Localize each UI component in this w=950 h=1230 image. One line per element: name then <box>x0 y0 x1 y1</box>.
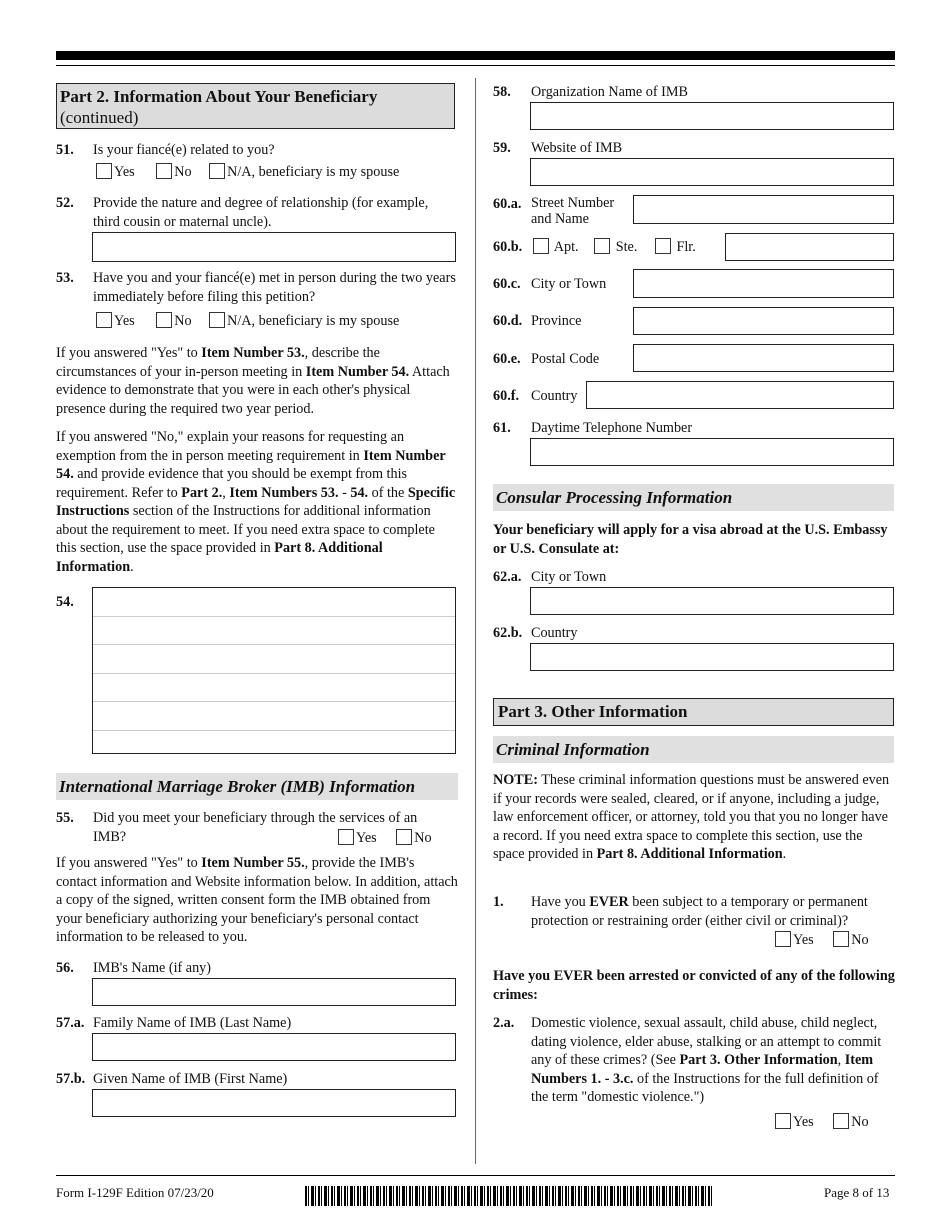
q51-no[interactable]: No <box>156 164 191 180</box>
q57b-number: 57.b. <box>56 1071 86 1087</box>
checkbox[interactable] <box>209 312 225 328</box>
column-divider <box>475 78 476 1164</box>
part2-title: Part 2. Information About Your Beneficiary <box>60 87 378 106</box>
q1-options <box>775 931 869 950</box>
q60b-number: 60.b. <box>493 239 523 255</box>
checkbox[interactable] <box>209 163 225 179</box>
imb-organization-input[interactable] <box>530 102 894 130</box>
page-number: Page 8 of 13 <box>824 1185 890 1200</box>
q60a-number: 60.a. <box>493 196 522 212</box>
q59-label: Website of IMB <box>531 140 623 156</box>
q53-yes[interactable]: Yes <box>96 313 135 329</box>
q53-text: Have you and your fiancé(e) met in person during the two years immediately before filing this petition? <box>93 270 456 305</box>
q60d-number: 60.d. <box>493 313 523 329</box>
q51-yes[interactable]: Yes <box>96 164 135 180</box>
q60f-label: Country <box>531 388 578 404</box>
q60a-label: Street Number and Name <box>531 195 615 227</box>
q62a-number: 62.a. <box>493 569 522 585</box>
checkbox[interactable] <box>655 238 671 254</box>
q52-input[interactable] <box>92 232 456 262</box>
q2a-number: 2.a. <box>493 1015 515 1031</box>
q2a-yes[interactable]: Yes <box>775 1114 814 1130</box>
form-edition: Form I-129F Edition 07/23/20 <box>56 1185 214 1200</box>
q55-text: Did you meet your beneficiary through the services of an IMB? <box>93 810 418 845</box>
consulate-country-input[interactable] <box>530 643 894 671</box>
unit-ste[interactable]: Ste. <box>594 239 637 255</box>
instruction-no-paragraph: If you answered "No," explain your reasons for requesting an exemption from the in person meeting requirement in Item Number 54. and provide evidence that you should be exempt from this requirement. Refer to Part 2., Item Numbers 53. - 54. of the Specific Instructions section of the Instructions for additional information about the requirement to meet. If you need extra space to complete this section, use the space provided in Part 8. Additional Information. <box>56 429 456 575</box>
imb-family-name-input[interactable] <box>92 1033 456 1061</box>
q1-text: Have you EVER been subject to a temporary or permanent protection or restraining order (either civil or criminal)? <box>531 894 868 929</box>
q52-text: Provide the nature and degree of relationship (for example, third cousin or maternal uncle). <box>93 195 429 230</box>
q60e-label: Postal Code <box>531 351 600 367</box>
checkbox[interactable] <box>96 312 112 328</box>
instruction-yes-paragraph: If you answered "Yes" to Item Number 53., describe the circumstances of your in-person meeting in Item Number 54. Attach evidence to demonstrate that you were in each other's physical presence during the required two year period. <box>56 345 450 417</box>
q52-number: 52. <box>56 195 74 211</box>
q55-options <box>338 829 432 848</box>
q58-label: Organization Name of IMB <box>531 84 688 100</box>
q56-label: IMB's Name (if any) <box>93 960 211 976</box>
q54-textarea[interactable] <box>92 587 456 754</box>
checkbox[interactable] <box>775 1113 791 1129</box>
top-rule-thick <box>56 51 895 60</box>
unit-apt[interactable]: Apt. <box>533 239 579 255</box>
q62b-label: Country <box>531 625 578 641</box>
q60e-number: 60.e. <box>493 351 521 367</box>
q61-number: 61. <box>493 420 511 436</box>
q62b-number: 62.b. <box>493 625 523 641</box>
criminal-section-header: Criminal Information <box>493 736 894 763</box>
checkbox[interactable] <box>96 163 112 179</box>
checkbox[interactable] <box>156 163 172 179</box>
q60c-number: 60.c. <box>493 276 521 292</box>
street-input[interactable] <box>633 195 894 224</box>
q59-number: 59. <box>493 140 511 156</box>
checkbox[interactable] <box>775 931 791 947</box>
q2a-no[interactable]: No <box>833 1114 868 1130</box>
q60f-number: 60.f. <box>493 388 520 404</box>
q51-na[interactable]: N/A, beneficiary is my spouse <box>209 164 399 180</box>
country-input[interactable] <box>586 381 894 409</box>
checkbox[interactable] <box>833 931 849 947</box>
unit-number-input[interactable] <box>725 233 894 261</box>
consulate-city-input[interactable] <box>530 587 894 615</box>
q55-yes[interactable]: Yes <box>338 830 377 846</box>
consular-section-header: Consular Processing Information <box>493 484 894 511</box>
checkbox[interactable] <box>396 829 412 845</box>
checkbox[interactable] <box>833 1113 849 1129</box>
unit-flr[interactable]: Flr. <box>655 239 696 255</box>
q53-no[interactable]: No <box>156 313 191 329</box>
q54-number: 54. <box>56 594 74 610</box>
q58-number: 58. <box>493 84 511 100</box>
q51-options <box>96 163 399 182</box>
q51-number: 51. <box>56 142 74 158</box>
q53-number: 53. <box>56 270 74 286</box>
q56-number: 56. <box>56 960 74 976</box>
barcode <box>305 1186 713 1206</box>
province-input[interactable] <box>633 307 894 335</box>
imb-name-input[interactable] <box>92 978 456 1006</box>
telephone-input[interactable] <box>530 438 894 466</box>
checkbox[interactable] <box>594 238 610 254</box>
q55-number: 55. <box>56 810 74 826</box>
q51-text: Is your fiancé(e) related to you? <box>93 142 275 158</box>
q57a-label: Family Name of IMB (Last Name) <box>93 1015 292 1031</box>
bottom-rule <box>56 1175 895 1176</box>
city-input[interactable] <box>633 269 894 298</box>
part2-subtitle: (continued) <box>60 108 139 127</box>
imb-given-name-input[interactable] <box>92 1089 456 1117</box>
q61-label: Daytime Telephone Number <box>531 420 693 436</box>
q53-na[interactable]: N/A, beneficiary is my spouse <box>209 313 399 329</box>
checkbox[interactable] <box>338 829 354 845</box>
arrested-heading: Have you EVER been arrested or convicted of any of the following crimes: <box>493 968 895 1003</box>
imb-website-input[interactable] <box>530 158 894 186</box>
q1-yes[interactable]: Yes <box>775 932 814 948</box>
checkbox[interactable] <box>156 312 172 328</box>
q55-no[interactable]: No <box>396 830 431 846</box>
q57a-number: 57.a. <box>56 1015 85 1031</box>
q1-no[interactable]: No <box>833 932 868 948</box>
q2a-options <box>775 1113 869 1132</box>
postal-code-input[interactable] <box>633 344 894 372</box>
q1-number: 1. <box>493 894 504 910</box>
top-rule-thin <box>56 65 895 66</box>
q62a-label: City or Town <box>531 569 607 585</box>
imb-section-header: International Marriage Broker (IMB) Information <box>56 773 458 800</box>
q53-options <box>96 312 399 331</box>
part2-header <box>56 83 455 129</box>
q60d-label: Province <box>531 313 582 329</box>
q60c-label: City or Town <box>531 276 607 292</box>
checkbox[interactable] <box>533 238 549 254</box>
unit-type-options <box>533 238 696 257</box>
imb-instruction-paragraph: If you answered "Yes" to Item Number 55., provide the IMB's contact information and Website information below. In addition, attach a copy of the signed, written consent form the IMB obtained from your beneficiary authorizing your beneficiary's personal contact information to be released to you. <box>56 855 458 945</box>
consular-instruction: Your beneficiary will apply for a visa abroad at the U.S. Embassy or U.S. Consulate at: <box>493 522 888 557</box>
q57b-label: Given Name of IMB (First Name) <box>93 1071 288 1087</box>
q2a-text: Domestic violence, sexual assault, child abuse, child neglect, dating violence, elder abuse, stalking or an attempt to commit any of these crimes? (See Part 3. Other Information, Item Numbers 1. - 3.c. of the Instructions for the full definition of the term "domestic violence.") <box>531 1015 882 1105</box>
part3-header: Part 3. Other Information <box>493 698 894 726</box>
criminal-note: NOTE: These criminal information questions must be answered even if your records were sealed, cleared, or if anyone, including a judge, law enforcement officer, or attorney, told you that you no longer have a record. If you need extra space to complete this section, use the space provided in Part 8. Additional Information. <box>493 772 890 862</box>
